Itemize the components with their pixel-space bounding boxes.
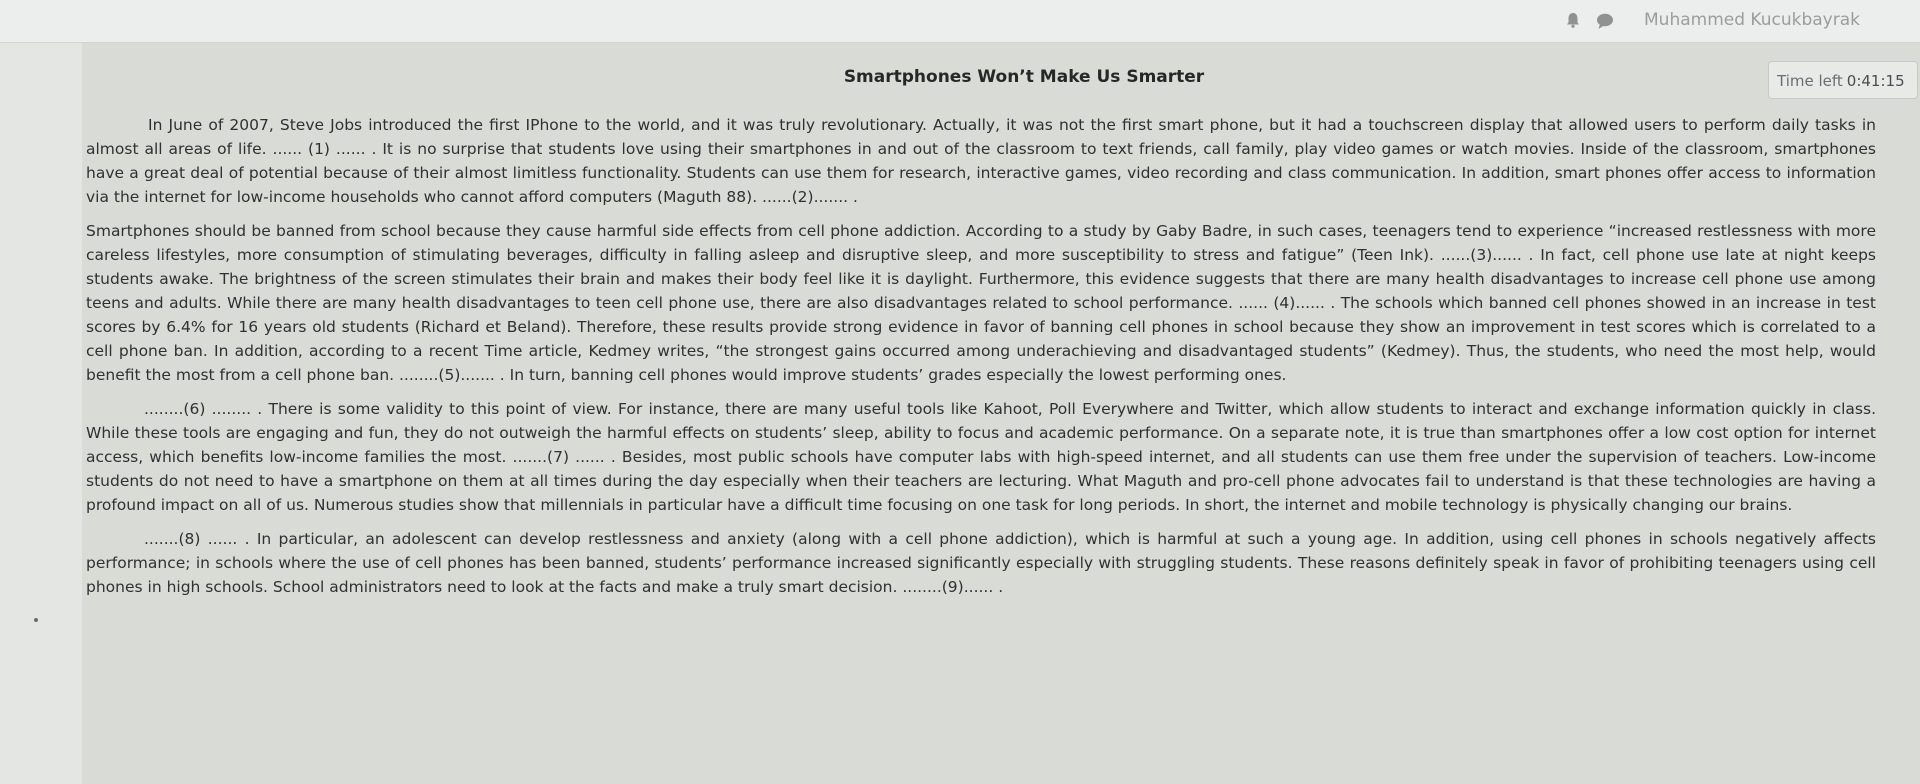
bell-icon[interactable] bbox=[1564, 11, 1582, 29]
article-paragraph-3: ........(6) ........ . There is some validity to this point of view. For instance, there are many useful tools like Kahoot, Poll Everywhere and Twitter, which allow students to interact and exchange information quickly in class. While these tools are engaging and fun, they do not outweigh the harmful effects on students’ sleep, ability to focus and academic performance. On a separate note, it is true than smartphones offer a low cost option for internet access, which benefits low-income families the most. .......(7) ...... . Besides, most public schools have computer labs with high-speed internet, and all students can use them free under the supervision of teachers. Low-income students do not need to have a smartphone on them at all times during the day especially when their teachers are lecturing. What Maguth and pro-cell phone advocates fail to understand is that these technologies are having a profound impact on all of us. Numerous studies show that millennials in particular have a difficult time focusing on one task for long periods. In short, the internet and mobile technology is physically changing our brains. bbox=[86, 400, 1876, 514]
top-bar bbox=[0, 0, 1920, 43]
time-left-label: Time left bbox=[1777, 72, 1843, 90]
chat-icon[interactable] bbox=[1595, 12, 1615, 30]
time-left-box bbox=[1768, 61, 1918, 99]
left-sidebar bbox=[0, 43, 82, 784]
reading-panel bbox=[82, 43, 1920, 784]
article-paragraph-1: In June of 2007, Steve Jobs introduced the first IPhone to the world, and it was truly revolutionary. Actually, it was not the first smart phone, but it had a touchscreen display that allowed users to perform daily tasks in almost all areas of life. ...... (1) ...... . It is no surprise that students love using their smartphones in and out of the classroom to text friends, call family, play video games or watch movies. Inside of the classroom, smartphones have a great deal of potential because of their almost limitless functionality. Students can use them for research, interactive games, video recording and class communication. In addition, smart phones offer access to information via the internet for low-income households who cannot afford computers (Maguth 88). ......(2)....... . bbox=[86, 116, 1876, 206]
user-name[interactable]: Muhammed Kucukbayrak bbox=[1644, 10, 1860, 30]
article-paragraph-4: .......(8) ...... . In particular, an adolescent can develop restlessness and anxiety (along with a cell phone addiction), which is harmful at such a young age. In addition, using cell phones in schools negatively affects performance; in schools where the use of cell phones has been banned, students’ performance increased significantly especially with struggling students. These reasons definitely speak in favor of prohibiting teenagers using cell phones in high schools. School administrators need to look at the facts and make a truly smart decision. ........(9)...... . bbox=[86, 530, 1876, 596]
article-body bbox=[86, 113, 1876, 609]
article-title: Smartphones Won’t Make Us Smarter bbox=[843, 67, 1205, 87]
article-paragraph-2: Smartphones should be banned from school because they cause harmful side effects from cell phone addiction. According to a study by Gaby Badre, in such cases, teenagers tend to experience “increased restlessness with more careless lifestyles, more consumption of stimulating beverages, difficulty in falling asleep and disruptive sleep, and more susceptibility to stress and fatigue” (Teen Ink). ......(3)...... . In fact, cell phone use late at night keeps students awake. The brightness of the screen stimulates their brain and makes their body feel like it is daylight. Furthermore, this evidence suggests that there are many health disadvantages to increase cell phone use among teens and adults. While there are many health disadvantages to teen cell phone use, there are also disadvantages related to school performance. ...... (4)...... . The schools which banned cell phones showed in an increase in test scores by 6.4% for 16 years old students (Richard et Beland). Therefore, these results provide strong evidence in favor of banning cell phones in school because they show an improvement in test scores which is correlated to a cell phone ban. In addition, according to a recent Time article, Kedmey writes, “the strongest gains occurred among underachieving and disadvantaged students” (Kedmey). Thus, the students, who need the most help, would benefit the most from a cell phone ban. ........(5)....... . In turn, banning cell phones would improve students’ grades especially the lowest performing ones. bbox=[86, 222, 1876, 384]
time-left-value: 0:41:15 bbox=[1846, 72, 1905, 90]
sidebar-dot bbox=[34, 618, 38, 622]
